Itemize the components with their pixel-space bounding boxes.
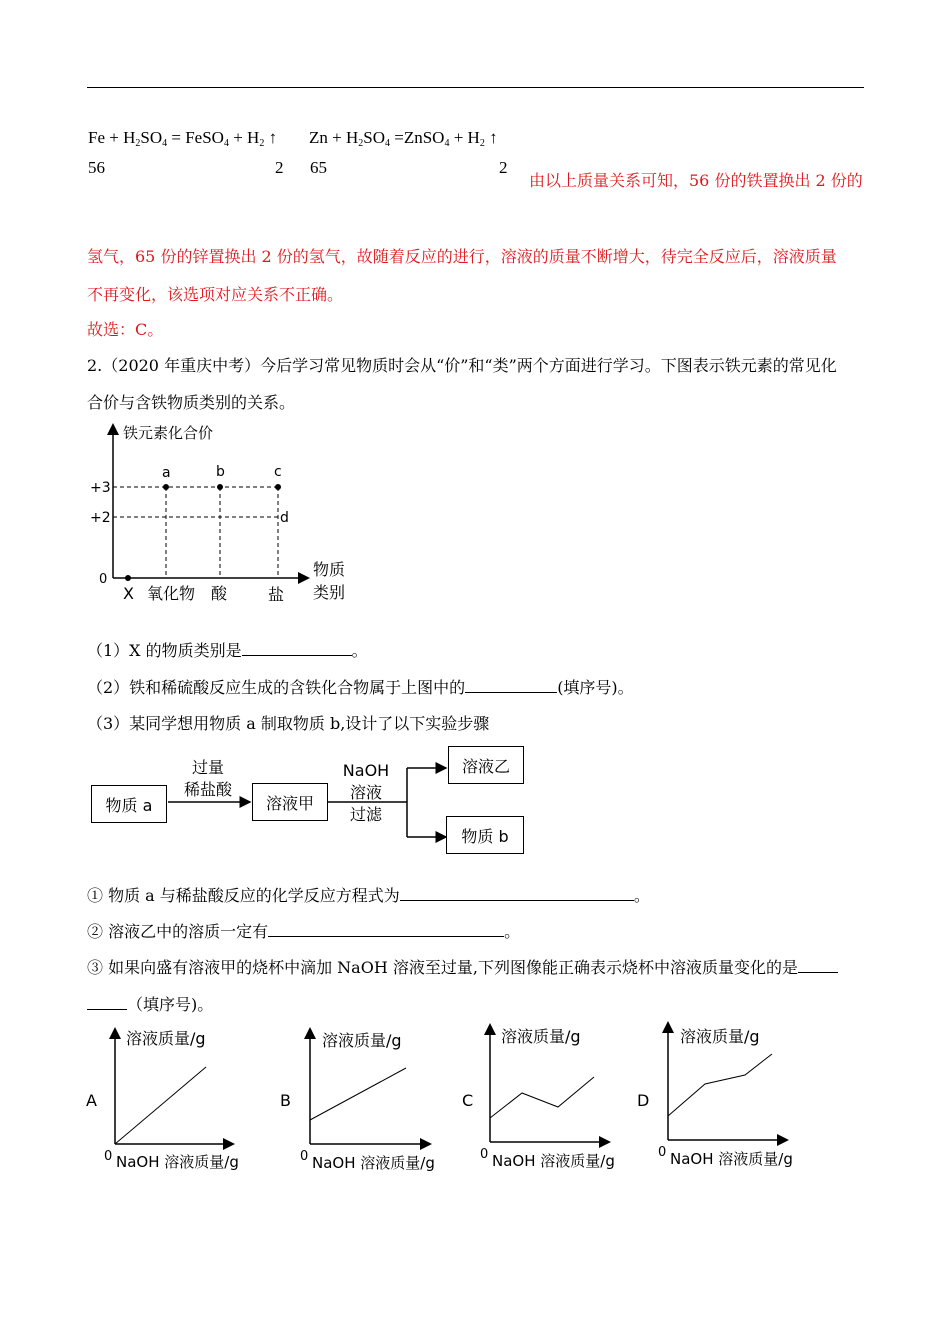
graph-b-xlabel: NaOH 溶液质量/g: [312, 1154, 435, 1172]
arrow1-label: 过量 稀盐酸: [183, 758, 232, 799]
answer-blank-4[interactable]: [268, 922, 504, 937]
question-3: （3）某同学想用物质 a 制取物质 b,设计了以下实验步骤: [87, 714, 490, 733]
fe-mass-2: 2: [275, 158, 284, 177]
point-label-c: c: [274, 464, 282, 480]
answer-blank-3[interactable]: [400, 886, 634, 901]
header-rule: [87, 87, 864, 88]
answer-blank-2[interactable]: [465, 678, 557, 693]
graph-a-ylabel: 溶液质量/g: [126, 1029, 206, 1048]
ytick-plus3: +3: [90, 480, 111, 496]
graph-d-xlabel: NaOH 溶液质量/g: [670, 1150, 793, 1168]
point-b: [217, 484, 223, 490]
box-solution-yi: 溶液乙: [448, 746, 524, 784]
option-letter-b: B: [280, 1091, 291, 1110]
equation-zn: $Zn + H_2SO_4$ =ZnSO$_4$ + $H_2$ ↑: [309, 128, 498, 149]
point-x: [125, 575, 131, 581]
option-letter-c: C: [462, 1091, 474, 1110]
graph-a-origin: 0: [104, 1149, 113, 1164]
step-3-cont: （填序号)。: [87, 992, 213, 1015]
box-substance-b: 物质 b: [446, 816, 524, 854]
graph-b-origin: 0: [300, 1149, 309, 1164]
question-intro-line1: 2.（2020 年重庆中考）今后学习常见物质时会从“价”和“类”两个方面进行学习。下图表示铁元素的常见化: [87, 356, 837, 375]
graph-c-ylabel: 溶液质量/g: [501, 1027, 581, 1046]
fe-mass-56: 56: [88, 158, 105, 177]
graph-c-xlabel: NaOH 溶液质量/g: [492, 1152, 615, 1170]
graph-a-line: [115, 1067, 206, 1144]
zn-mass-2: 2: [499, 158, 508, 177]
graph-c-origin: 0: [480, 1147, 489, 1162]
point-label-b: b: [216, 464, 225, 480]
option-letter-d: D: [637, 1091, 650, 1110]
ytick-plus2: +2: [90, 510, 111, 526]
graph-b-line: [310, 1068, 406, 1120]
explanation-line2: 氢气，65 份的锌置换出 2 份的氢气，故随着反应的进行，溶液的质量不断增大，待完全反应后，溶液质量: [87, 247, 837, 266]
question-2: （2）铁和稀硫酸反应生成的含铁化合物属于上图中的 (填序号)。: [87, 678, 634, 697]
option-graphs: [80, 1020, 860, 1180]
y-axis-label: 铁元素化合价: [123, 424, 214, 442]
box-substance-a: 物质 a: [91, 785, 167, 823]
graph-c-line: [490, 1077, 594, 1118]
arrow2-label: NaOH 溶液 过滤: [342, 761, 390, 824]
question-1: （1）X 的物质类别是 。: [87, 641, 368, 660]
zn-mass-65: 65: [310, 158, 327, 177]
point-a: [163, 484, 169, 490]
category-x: X: [123, 584, 134, 603]
box-solution-jia: 溶液甲: [252, 783, 328, 821]
graph-a-xlabel: NaOH 溶液质量/g: [116, 1153, 239, 1171]
option-letter-a: A: [86, 1091, 97, 1110]
explanation-line3: 不再变化，该选项对应关系不正确。: [87, 285, 344, 304]
question-intro-line2: 合价与含铁物质类别的关系。: [87, 393, 296, 412]
explanation-line1: 由以上质量关系可知，56 份的铁置换出 2 份的: [529, 171, 863, 190]
point-label-d: d: [280, 510, 289, 526]
point-c: [275, 484, 281, 490]
category-oxide: 氧化物: [147, 584, 196, 603]
step-2: ② 溶液乙中的溶质一定有 。: [87, 922, 521, 941]
answer-blank-1[interactable]: [242, 641, 352, 656]
category-salt: 盐: [268, 585, 285, 604]
origin-label: 0: [99, 572, 108, 587]
valence-chart: [85, 418, 365, 608]
graph-d-line: [668, 1054, 772, 1116]
x-axis-label-1: 物质: [313, 560, 346, 579]
category-acid: 酸: [211, 584, 228, 603]
answer-blank-5a[interactable]: [798, 958, 838, 973]
equation-fe: $Fe + H_2SO_4$ = FeSO$_4$ + $H_2$ ↑: [88, 128, 278, 149]
x-axis-label-2: 类别: [313, 583, 346, 602]
step-3: ③ 如果向盛有溶液甲的烧杯中滴加 NaOH 溶液至过量,下列图像能正确表示烧杯中溶液质量变化的是: [87, 955, 838, 978]
graph-d-origin: 0: [658, 1145, 667, 1160]
graph-b-ylabel: 溶液质量/g: [322, 1031, 402, 1050]
point-label-a: a: [162, 465, 171, 481]
answer-line: 故选：C。: [87, 320, 164, 339]
graph-d-ylabel: 溶液质量/g: [680, 1027, 760, 1046]
step-1: ① 物质 a 与稀盐酸反应的化学反应方程式为 。: [87, 886, 650, 905]
answer-blank-5b[interactable]: [87, 995, 127, 1010]
